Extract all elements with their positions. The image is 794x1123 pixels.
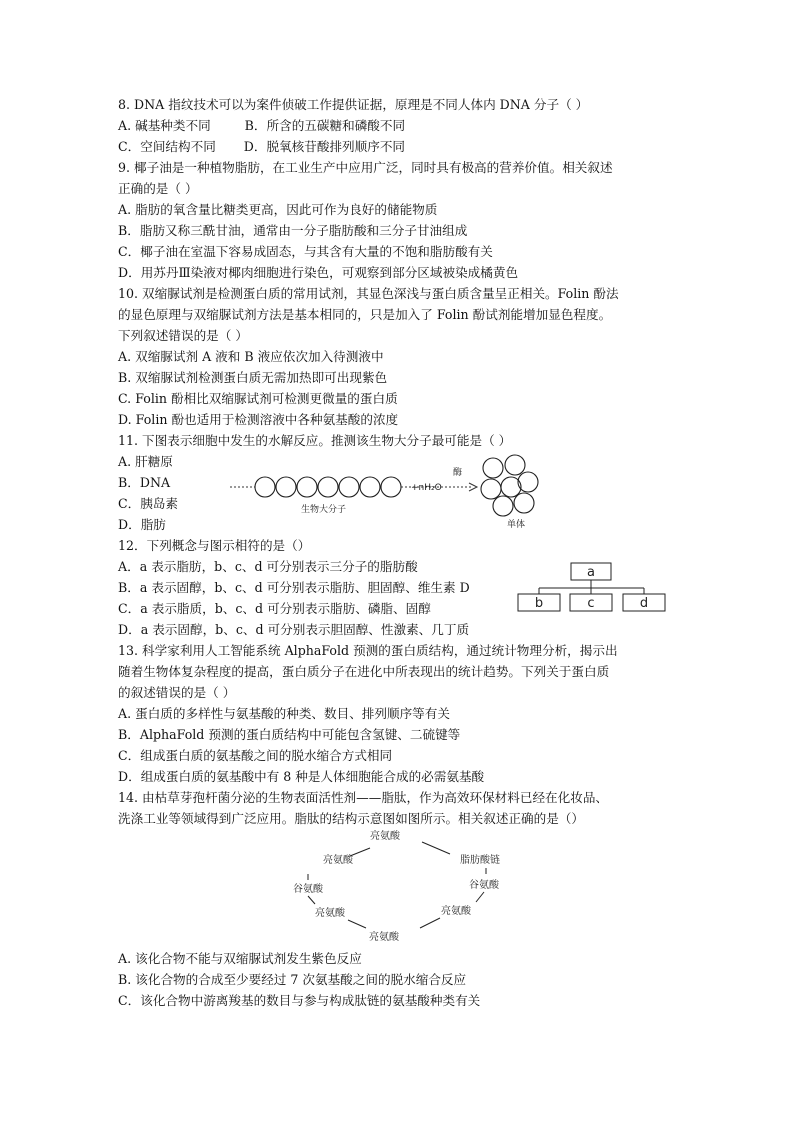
- q11-stem: 11. 下图表示细胞中发生的水解反应。推测该生物大分子最可能是（ ）: [118, 433, 512, 448]
- q13-option-d: D．组成蛋白质的氨基酸中有 8 种是人体细胞能合成的必需氨基酸: [118, 769, 485, 784]
- q9-option-d: D．用苏丹Ⅲ染液对椰肉细胞进行染色，可观察到部分区域被染成橘黄色: [118, 265, 519, 280]
- bond-line: [348, 920, 366, 928]
- q8-option-a: A. 碱基种类不同: [118, 118, 211, 133]
- q11-option-d: D．脂肪: [118, 517, 166, 532]
- ring-residue-left: 谷氨酸: [293, 884, 323, 895]
- bond-line: [308, 896, 315, 904]
- ring-residue-top: 亮氨酸: [370, 831, 400, 842]
- monomer-unit: [255, 477, 275, 497]
- macromolecule-label: 生物大分子: [301, 505, 347, 515]
- q8-option-c: C．空间结构不同: [118, 139, 216, 154]
- q10-option-c: C. Folin 酚相比双缩脲试剂可检测更微量的蛋白质: [118, 391, 398, 406]
- box-a-label: a: [587, 565, 595, 580]
- ring-residue-lower-right: 亮氨酸: [441, 906, 471, 917]
- q10-stem-line2: 的显色原理与双缩脲试剂方法是基本相同的，只是加入了 Folin 酚试剂能增加显色程度。: [118, 307, 612, 322]
- q13-option-a: A. 蛋白质的多样性与氨基酸的种类、数目、排列顺序等有关: [118, 706, 450, 721]
- monomer-unit: [381, 477, 401, 497]
- hydrolysis-diagram: [225, 448, 555, 528]
- bond-line: [422, 842, 450, 854]
- q9-stem-line1: 9. 椰子油是一种植物脂肪，在工业生产中应用广泛，同时具有极高的营养价值。相关叙述: [118, 160, 613, 175]
- monomer-label: 单体: [507, 520, 526, 530]
- q8-option-d: D．脱氧核苷酸排列顺序不同: [243, 139, 406, 154]
- q12-option-b: B．a 表示固醇，b、c、d 可分别表示脂肪、胆固醇、维生素 D: [118, 580, 470, 595]
- q14-option-b: B. 该化合物的合成至少要经过 7 次氨基酸之间的脱水缩合反应: [118, 972, 467, 987]
- bond-line: [350, 848, 370, 856]
- q11-option-b: B．DNA: [118, 475, 171, 490]
- q10-option-d: D. Folin 酚也适用于检测溶液中各种氨基酸的浓度: [118, 412, 399, 427]
- lipopeptide-ring-diagram: [290, 826, 510, 946]
- q8-option-b: B．所含的五碳糖和磷酸不同: [244, 118, 406, 133]
- box-b-label: b: [534, 596, 544, 611]
- monomer-unit: [276, 477, 296, 497]
- monomer-unit: [318, 477, 338, 497]
- ring-residue-right: 谷氨酸: [469, 880, 499, 891]
- q14-option-c: C．该化合物中游离羧基的数目与参与构成肽链的氨基酸种类有关: [118, 993, 481, 1008]
- q8-stem: 8. DNA 指纹技术可以为案件侦破工作提供证据，原理是不同人体内 DNA 分子（ ）: [118, 97, 589, 112]
- q14-stem-line2: 洗涤工业等领域得到广泛应用。脂肽的结构示意图如图所示。相关叙述正确的是（）: [118, 811, 584, 826]
- q9-option-b: B．脂肪又称三酰甘油，通常由一分子脂肪酸和三分子甘油组成: [118, 223, 468, 238]
- q12-option-c: C．a 表示脂质，b、c、d 可分别表示脂肪、磷脂、固醇: [118, 601, 431, 616]
- q12-stem: 12．下列概念与图示相符的是（）: [118, 538, 311, 553]
- ring-residue-lower-left: 亮氨酸: [315, 908, 345, 919]
- monomer-unit: [360, 477, 380, 497]
- q9-option-c: C．椰子油在室温下容易成固态，与其含有大量的不饱和脂肪酸有关: [118, 244, 493, 259]
- monomer-unit: [339, 477, 359, 497]
- q10-option-a: A. 双缩脲试剂 A 液和 B 液应依次加入待测液中: [118, 349, 384, 364]
- monomer-unit: [493, 496, 513, 516]
- bond-line: [476, 892, 484, 902]
- ring-residue-fatty-acid-chain: 脂肪酸链: [460, 855, 500, 866]
- q13-option-c: C．组成蛋白质的氨基酸之间的脱水缩合方式相同: [118, 748, 393, 763]
- q8-options-row1: [118, 118, 405, 134]
- q8-options-row2: [118, 139, 405, 155]
- q13-option-b: B．AlphaFold 预测的蛋白质结构中可能包含氢键、二硫键等: [118, 727, 461, 742]
- q13-stem-line2: 随着生物体复杂程度的提高，蛋白质分子在进化中所表现出的统计趋势。下列关于蛋白质: [118, 664, 610, 679]
- macromolecule-chain: [255, 477, 401, 497]
- q13-stem-line1: 13. 科学家利用人工智能系统 AlphaFold 预测的蛋白质结构，通过统计物理分析，揭示出: [118, 643, 618, 658]
- q14-stem-line1: 14. 由枯草芽孢杆菌分泌的生物表面活性剂——脂肽，作为高效环保材料已经在化妆品、: [118, 790, 609, 805]
- monomer-cluster: [481, 455, 538, 516]
- q11-option-a: A. 肝糖原: [118, 454, 173, 469]
- concept-tree-diagram: [515, 562, 665, 612]
- q10-stem-line1: 10. 双缩脲试剂是检测蛋白质的常用试剂，其显色深浅与蛋白质含量呈正相关。Folin 酚法: [118, 286, 619, 301]
- box-d-label: d: [639, 596, 649, 611]
- q11-option-c: C．胰岛素: [118, 496, 179, 511]
- q10-stem-line3: 下列叙述错误的是（ ）: [118, 328, 248, 343]
- ring-residue-bottom: 亮氨酸: [369, 932, 399, 943]
- q9-stem-line2: 正确的是（ ）: [118, 181, 198, 196]
- monomer-unit: [297, 477, 317, 497]
- ring-residue-upper-left: 亮氨酸: [323, 855, 353, 866]
- box-c-label: c: [587, 596, 595, 611]
- q14-option-a: A. 该化合物不能与双缩脲试剂发生紫色反应: [118, 951, 362, 966]
- q10-option-b: B. 双缩脲试剂检测蛋白质无需加热即可出现紫色: [118, 370, 388, 385]
- q12-option-d: D．a 表示固醇，b、c、d 可分别表示胆固醇、性激素、几丁质: [118, 622, 470, 637]
- water-label: +nH₂O: [411, 483, 442, 493]
- monomer-unit: [514, 493, 534, 513]
- q12-option-a: A．a 表示脂肪，b、c、d 可分别表示三分子的脂肪酸: [118, 559, 418, 574]
- q13-stem-line3: 的叙述错误的是（ ）: [118, 685, 236, 700]
- bond-line: [420, 918, 440, 928]
- enzyme-label: 酶: [453, 468, 463, 478]
- q9-option-a: A. 脂肪的氧含量比糖类更高，因此可作为良好的储能物质: [118, 202, 438, 217]
